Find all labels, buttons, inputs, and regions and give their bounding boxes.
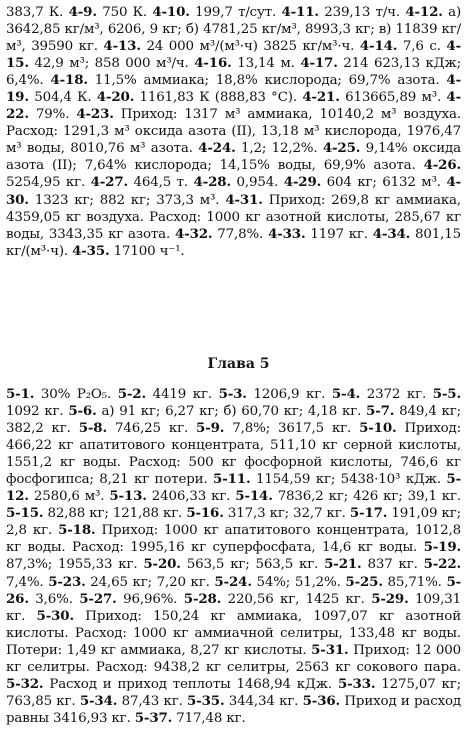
- answer-text: 849,4 кг; 382,2 кг.: [6, 404, 462, 437]
- answer-number: 5-18.: [58, 522, 96, 539]
- answer-number: 5-24.: [214, 573, 252, 590]
- answer-text: 24 000 м³/(м³·ч) 3825 кг/м³·ч.: [140, 39, 360, 55]
- answer-text: 7,8%; 3617,5 кг.: [224, 421, 360, 437]
- answer-number: 5-17.: [349, 505, 388, 522]
- answer-text: 199,7 т/сут.: [189, 5, 282, 20]
- answer-text: 604 кг; 6132 м³.: [321, 175, 447, 191]
- answer-number: 5-8.: [78, 420, 107, 437]
- answer-text: 2580,6 м³.: [28, 489, 110, 505]
- answer-number: 5-37.: [134, 709, 173, 726]
- answer-number: 5-32.: [6, 675, 44, 692]
- answer-number: 4-29.: [283, 174, 322, 191]
- answer-number: 5-6.: [68, 403, 97, 420]
- answer-text: 79%.: [28, 107, 77, 123]
- answer-text: Приход: 1317 м³ аммиака, 10140,2 м³ воздуха. Расход: 1291,3 м³ оксида азота (II), 13,18 м³ кислорода, 1976,47 м³ воды, 8010,76 м³ азота.: [6, 107, 461, 157]
- answer-number: 4-31.: [225, 191, 263, 208]
- answer-text: 801,15 кг/(м³·ч).: [6, 226, 462, 259]
- answer-text: Приход: 269,8 кг аммиака, 4359,05 кг воздуха. Расход: 1000 кг азотной кислоты, 285,67 кг воды, 3343,35 кг азота.: [6, 192, 461, 242]
- answer-number: 4-28.: [193, 174, 231, 191]
- answer-text: 13,14 м.: [231, 56, 301, 72]
- answer-number: 4-22.: [6, 89, 461, 123]
- answer-text: 220,56 кг, 1425 кг.: [221, 591, 372, 607]
- answer-text: 17100 ч⁻¹.: [109, 243, 185, 259]
- answer-number: 4-15.: [6, 38, 461, 72]
- answer-number: 5-28.: [183, 590, 222, 607]
- answer-text: Приход: 466,22 кг апатитового концентрата, 511,10 кг серной кислоты, 1551,2 кг воды. Расход: 500 кг фосфорной кислоты, 746,6 кг фосфогипса; 8,21 кг потери.: [6, 421, 461, 488]
- answer-text: 42,9 м³; 858 000 м³/ч.: [28, 56, 195, 72]
- answer-text: 7836,2 кг; 426 кг; 39,1 кг.: [272, 489, 461, 505]
- answer-text: Приход: 150,24 кг аммиака, 1097,07 кг азотной кислоты. Расход: 1000 кг аммиачной селитры, 133,48 кг воды. Потери: 1,49 кг аммиака, 8,27 кг кислоты.: [6, 608, 461, 658]
- answer-number: 4-21.: [302, 89, 340, 106]
- chapter5-answers-block: [6, 386, 461, 727]
- answer-text: 1275,07 кг; 763,85 кг.: [6, 676, 462, 709]
- answer-text: Приход: 1000 кг апатитового концентрата, 1012,8 кг воды. Расход: 1995,16 кг суперфосфата, 14,6 кг воды.: [6, 523, 461, 556]
- answer-number: 4-10.: [152, 4, 190, 20]
- answer-number: 4-13.: [103, 38, 141, 55]
- answer-text: а) 91 кг; 6,27 кг; б) 60,70 кг; 4,18 кг.: [96, 404, 367, 420]
- answer-text: 87,3%; 1955,33 кг.: [6, 557, 144, 573]
- answer-number: 4-16.: [194, 55, 232, 72]
- answer-number: 5-27.: [79, 590, 117, 607]
- answer-number: 4-34.: [372, 225, 411, 242]
- answer-text: 7,4%.: [6, 574, 49, 590]
- answer-text: 3,6%.: [28, 591, 80, 607]
- answer-number: 4-9.: [68, 4, 97, 20]
- answer-number: 4-11.: [281, 4, 319, 20]
- answer-number: 5-20.: [143, 556, 181, 573]
- answer-number: 5-35.: [187, 692, 225, 709]
- answer-number: 5-25.: [345, 573, 383, 590]
- answer-text: 109,31 кг.: [6, 591, 461, 624]
- answer-text: 1197 кг.: [305, 226, 373, 242]
- answer-number: 5-1.: [6, 386, 35, 402]
- answer-text: 1161,83 К (888,83 °С).: [134, 90, 303, 106]
- answer-text: 54%; 51,2%.: [251, 574, 346, 590]
- answer-text: 4419 кг.: [145, 387, 219, 402]
- answer-number: 4-30.: [6, 174, 462, 208]
- answer-number: 5-30.: [36, 607, 74, 624]
- answer-text: 0,954.: [230, 175, 284, 191]
- answer-number: 5-26.: [6, 573, 462, 607]
- chapter4-answers-block: [6, 4, 461, 260]
- answer-text: 1,2; 12,2%.: [235, 141, 323, 157]
- answer-number: 5-13.: [109, 488, 147, 505]
- answer-text: 214 623,13 кДж; 6,4%.: [6, 56, 461, 89]
- answer-number: 5-9.: [196, 420, 225, 437]
- answer-text: 344,34 кг.: [224, 693, 303, 709]
- answer-text: 464,5 т.: [128, 175, 194, 191]
- answer-number: 5-14.: [235, 488, 273, 505]
- answer-text: 837 кг.: [361, 557, 424, 573]
- answer-number: 5-31.: [311, 641, 349, 658]
- answer-text: 239,13 т/ч.: [318, 5, 406, 20]
- answer-text: Приход и расход равны 3416,93 кг.: [6, 693, 461, 726]
- answer-number: 4-24.: [198, 140, 236, 157]
- answer-text: 563,5 кг; 563,5 кг.: [180, 557, 325, 573]
- answer-text: Приход: 12 000 кг селитры. Расход: 9438,2 кг селитры, 2563 кг сокового пара.: [6, 642, 461, 675]
- answer-text: 30% P₂O₅.: [34, 387, 118, 402]
- answer-text: 383,7 К.: [6, 5, 69, 20]
- answer-text: 96,96%.: [116, 591, 184, 607]
- answer-number: 5-34.: [79, 692, 118, 709]
- answer-text: 77,8%.: [212, 226, 269, 242]
- answer-number: 5-3.: [218, 386, 247, 402]
- answer-text: 1092 кг.: [6, 404, 69, 420]
- answer-text: 746,25 кг.: [106, 421, 197, 437]
- answer-text: 5254,95 кг.: [6, 175, 91, 191]
- answer-text: 317,3 кг; 32,7 кг.: [223, 506, 350, 522]
- answer-number: 5-4.: [331, 386, 361, 402]
- answer-number: 4-25.: [322, 140, 361, 157]
- answer-number: 5-15.: [6, 505, 44, 522]
- answer-number: 5-2.: [117, 386, 146, 402]
- answer-text: 1206,9 кг.: [246, 387, 332, 402]
- answer-number: 4-18.: [50, 72, 88, 89]
- answer-number: 4-32.: [175, 225, 213, 242]
- answer-number: 5-21.: [324, 556, 362, 573]
- answer-number: 4-33.: [268, 225, 306, 242]
- answer-text: 750 К.: [96, 5, 153, 20]
- answer-number: 4-17.: [300, 55, 338, 72]
- answer-text: 82,88 кг; 121,88 кг.: [43, 506, 187, 522]
- answer-number: 5-36.: [302, 692, 341, 709]
- answer-number: 4-35.: [72, 242, 110, 259]
- answer-number: 5-12.: [6, 471, 461, 505]
- answer-number: 5-33.: [337, 675, 376, 692]
- answer-text: 24,65 кг; 7,20 кг.: [85, 574, 215, 590]
- answer-number: 5-5.: [432, 386, 461, 402]
- answer-text: 191,09 кг; 2,8 кг.: [6, 506, 461, 539]
- answer-text: а) 3642,85 кг/м³, 6206, 9 кг; б) 4781,25 кг/м³, 8993,3 кг; в) 11839 кг/м³, 39590 кг.: [6, 5, 462, 55]
- answer-text: 1154,59 кг; 5438·10³ кДж.: [250, 472, 447, 488]
- answer-number: 5-19.: [423, 539, 461, 556]
- answer-text: 7,6 с.: [397, 39, 447, 55]
- answer-text: 613665,89 м³.: [339, 90, 447, 106]
- answer-number: 5-7.: [366, 403, 395, 420]
- answer-number: 5-11.: [213, 471, 251, 488]
- answer-number: 5-16.: [186, 505, 224, 522]
- answer-number: 4-26.: [423, 157, 461, 174]
- answer-number: 4-23.: [76, 106, 114, 123]
- chapter5-heading: Глава 5: [207, 356, 270, 372]
- answer-number: 5-23.: [48, 573, 86, 590]
- answer-text: 2372 кг.: [360, 387, 433, 402]
- answer-number: 4-19.: [6, 72, 461, 106]
- answer-number: 5-22.: [423, 556, 461, 573]
- answer-text: Расход и приход теплоты 1468,94 кДж.: [43, 676, 338, 692]
- answer-text: 9,14% оксида азота (II); 7,64% кислорода; 14,15% воды, 69,9% азота.: [6, 141, 461, 174]
- answer-number: 5-29.: [371, 590, 409, 607]
- answer-number: 4-14.: [359, 38, 398, 55]
- answer-text: 1323 кг; 882 кг; 373,3 м³.: [28, 192, 226, 208]
- answer-number: 4-27.: [90, 174, 128, 191]
- answer-text: 87,43 кг.: [117, 693, 188, 709]
- answer-number: 4-12.: [405, 4, 443, 20]
- answer-text: 717,48 кг.: [172, 710, 246, 726]
- answer-text: 504,4 К.: [28, 90, 97, 106]
- answer-text: 2406,33 кг.: [146, 489, 236, 505]
- answer-number: 5-10.: [359, 420, 397, 437]
- answer-text: 85,71%.: [382, 574, 447, 590]
- answer-number: 4-20.: [96, 89, 135, 106]
- answer-text: 11,5% аммиака; 18,8% кислорода; 69,7% азота.: [87, 73, 447, 89]
